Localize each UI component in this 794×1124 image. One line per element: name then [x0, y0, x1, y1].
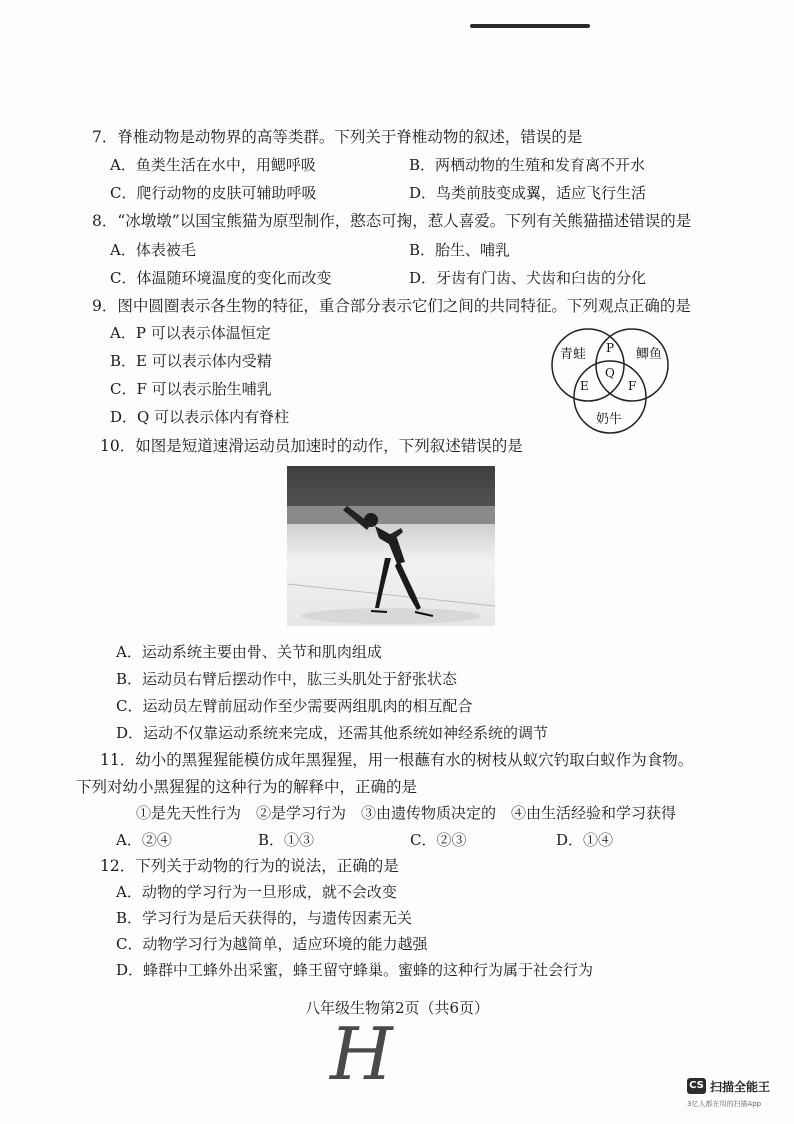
venn-region-q: Q	[605, 366, 615, 380]
venn-region-p: P	[606, 341, 615, 355]
q12-option-c: C．动物学习行为越简单，适应环境的能力越强	[116, 935, 428, 953]
handwritten-mark: H	[330, 1012, 393, 1096]
q9-option-d: D．Q 可以表示体内有脊柱	[110, 408, 290, 426]
q10-option-d: D．运动不仅靠运动系统来完成，还需其他系统如神经系统的调节	[116, 724, 549, 742]
q7-option-c: C．爬行动物的皮肤可辅助呼吸	[110, 184, 317, 202]
venn-label-frog: 青蛙	[560, 347, 587, 362]
q8-option-d: D．牙齿有门齿、犬齿和臼齿的分化	[409, 269, 647, 287]
q11-stem-line2: 下列对幼小黑猩猩的这种行为的解释中，正确的是	[76, 778, 418, 796]
speed-skater-photo	[287, 466, 495, 626]
top-scan-line	[470, 24, 590, 28]
camscanner-name: 扫描全能王	[710, 1080, 771, 1094]
q7-option-a: A．鱼类生活在水中，用鳃呼吸	[110, 156, 316, 174]
q11-statements: ①是先天性行为 ②是学习行为 ③由遗传物质决定的 ④由生活经验和学习获得	[136, 804, 677, 822]
q10-option-c: C．运动员左臂前屈动作至少需要两组肌肉的相互配合	[116, 697, 473, 715]
q8-stem: 8．“冰墩墩”以国宝熊猫为原型制作，憨态可掬，惹人喜爱。下列有关熊猫描述错误的是	[92, 212, 692, 230]
q7-option-b: B．两栖动物的生殖和发育离不开水	[409, 156, 646, 174]
q10-option-a: A．运动系统主要由骨、关节和肌肉组成	[116, 643, 382, 661]
venn-region-f: F	[628, 379, 637, 393]
q12-option-a: A．动物的学习行为一旦形成，就不会改变	[116, 883, 397, 901]
q11-option-d: D．①④	[556, 831, 614, 849]
q8-option-c: C．体温随环境温度的变化而改变	[110, 269, 332, 287]
q7-option-d: D．鸟类前肢变成翼，适应飞行生活	[409, 184, 647, 202]
venn-diagram	[540, 325, 710, 435]
q12-option-d: D．蜂群中工蜂外出采蜜，蜂王留守蜂巢。蜜蜂的这种行为属于社会行为	[116, 961, 594, 979]
camscanner-logo-icon: CS	[687, 1078, 706, 1094]
skater-silhouette	[287, 466, 495, 626]
page-footer: 八年级生物第2页（共6页）	[304, 999, 490, 1017]
q8-option-a: A．体表被毛	[110, 241, 196, 259]
q11-option-b: B．①③	[258, 831, 315, 849]
camscanner-tagline: 3亿人都在用的扫描App	[687, 1100, 762, 1108]
q9-option-c: C．F 可以表示胎生哺乳	[110, 380, 272, 398]
q11-option-c: C．②③	[410, 831, 467, 849]
q10-stem: 10．如图是短道速滑运动员加速时的动作，下列叙述错误的是	[100, 437, 523, 455]
q9-option-a: A．P 可以表示体温恒定	[110, 324, 271, 342]
q12-stem: 12．下列关于动物的行为的说法，正确的是	[100, 857, 399, 875]
venn-label-cow: 奶牛	[596, 412, 623, 427]
q9-option-b: B．E 可以表示体内受精	[110, 352, 272, 370]
q12-option-b: B．学习行为是后天获得的，与遗传因素无关	[116, 909, 413, 927]
q11-option-a: A．②④	[116, 831, 172, 849]
venn-label-fish: 鲫鱼	[636, 347, 663, 362]
q11-stem-line1: 11．幼小的黑猩猩能模仿成年黑猩猩，用一根蘸有水的树枝从蚁穴钓取白蚁作为食物。	[100, 751, 694, 769]
q9-stem: 9．图中圆圈表示各生物的特征，重合部分表示它们之间的共同特征。下列观点正确的是	[92, 297, 691, 315]
q10-option-b: B．运动员右臂后摆动作中，肱三头肌处于舒张状态	[116, 670, 458, 688]
venn-region-e: E	[580, 379, 589, 393]
camscanner-watermark	[687, 1074, 787, 1114]
q7-stem: 7．脊椎动物是动物界的高等类群。下列关于脊椎动物的叙述，错误的是	[92, 128, 583, 146]
q8-option-b: B．胎生、哺乳	[409, 241, 511, 259]
